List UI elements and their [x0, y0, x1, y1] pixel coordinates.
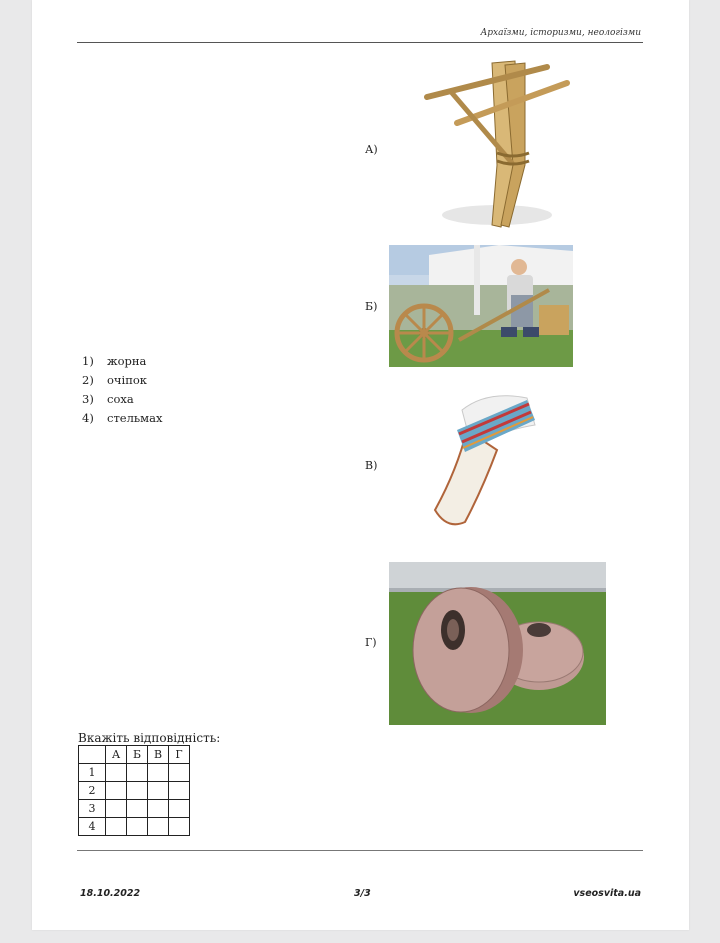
answer-cell[interactable]: [106, 764, 127, 782]
answer-cell[interactable]: [106, 782, 127, 800]
answer-cell[interactable]: [169, 818, 190, 836]
footer-date: 18.10.2022: [80, 888, 141, 899]
footer-page-number: 3/3: [354, 888, 371, 899]
option-number: 3): [82, 392, 94, 406]
option-text: очіпок: [107, 373, 147, 387]
option-item: [82, 352, 162, 371]
column-header: Г: [169, 746, 190, 764]
document-page: [32, 0, 689, 930]
option-item: [82, 409, 162, 428]
answer-cell[interactable]: [148, 764, 169, 782]
answer-cell[interactable]: [106, 800, 127, 818]
option-number: 2): [82, 373, 94, 387]
answer-cell[interactable]: [169, 764, 190, 782]
option-number: 4): [82, 411, 94, 425]
table-header-row: [79, 746, 190, 764]
column-header: В: [148, 746, 169, 764]
instruction-text: Вкажіть відповідність:: [78, 731, 221, 745]
option-text: соха: [107, 392, 134, 406]
answer-cell[interactable]: [127, 782, 148, 800]
column-header: А: [106, 746, 127, 764]
footer-site-link[interactable]: vseosvita.ua: [573, 888, 641, 899]
picture-label-b: Б): [365, 300, 378, 313]
answer-cell[interactable]: [127, 800, 148, 818]
millstones-image: [389, 562, 606, 725]
row-header: 2: [79, 782, 106, 800]
option-item: [82, 371, 162, 390]
answer-cell[interactable]: [148, 782, 169, 800]
option-item: [82, 390, 162, 409]
option-text: стельмах: [107, 411, 163, 425]
header-divider: [77, 42, 643, 43]
column-header: Б: [127, 746, 148, 764]
table-row: [79, 818, 190, 836]
page-header-title: Архаїзми, історизми, неологізми: [480, 28, 641, 38]
embroidered-headdress-image: [427, 390, 537, 540]
table-row: [79, 782, 190, 800]
answer-cell[interactable]: [148, 800, 169, 818]
picture-label-c: В): [365, 459, 378, 472]
wooden-plough-image: [397, 55, 577, 233]
answer-cell[interactable]: [148, 818, 169, 836]
footer-divider: [77, 850, 643, 851]
picture-label-a: А): [365, 143, 378, 156]
answer-table: [78, 745, 190, 836]
wheelwright-image: [389, 245, 573, 367]
answer-cell[interactable]: [127, 818, 148, 836]
answer-cell[interactable]: [106, 818, 127, 836]
row-header: 3: [79, 800, 106, 818]
table-row: [79, 800, 190, 818]
answer-cell[interactable]: [169, 800, 190, 818]
row-header: 4: [79, 818, 106, 836]
table-row: [79, 764, 190, 782]
options-list: [82, 352, 162, 428]
table-corner-cell: [79, 746, 106, 764]
answer-cell[interactable]: [127, 764, 148, 782]
picture-label-d: Г): [365, 636, 377, 649]
option-number: 1): [82, 354, 94, 368]
answer-cell[interactable]: [169, 782, 190, 800]
row-header: 1: [79, 764, 106, 782]
option-text: жорна: [107, 354, 147, 368]
